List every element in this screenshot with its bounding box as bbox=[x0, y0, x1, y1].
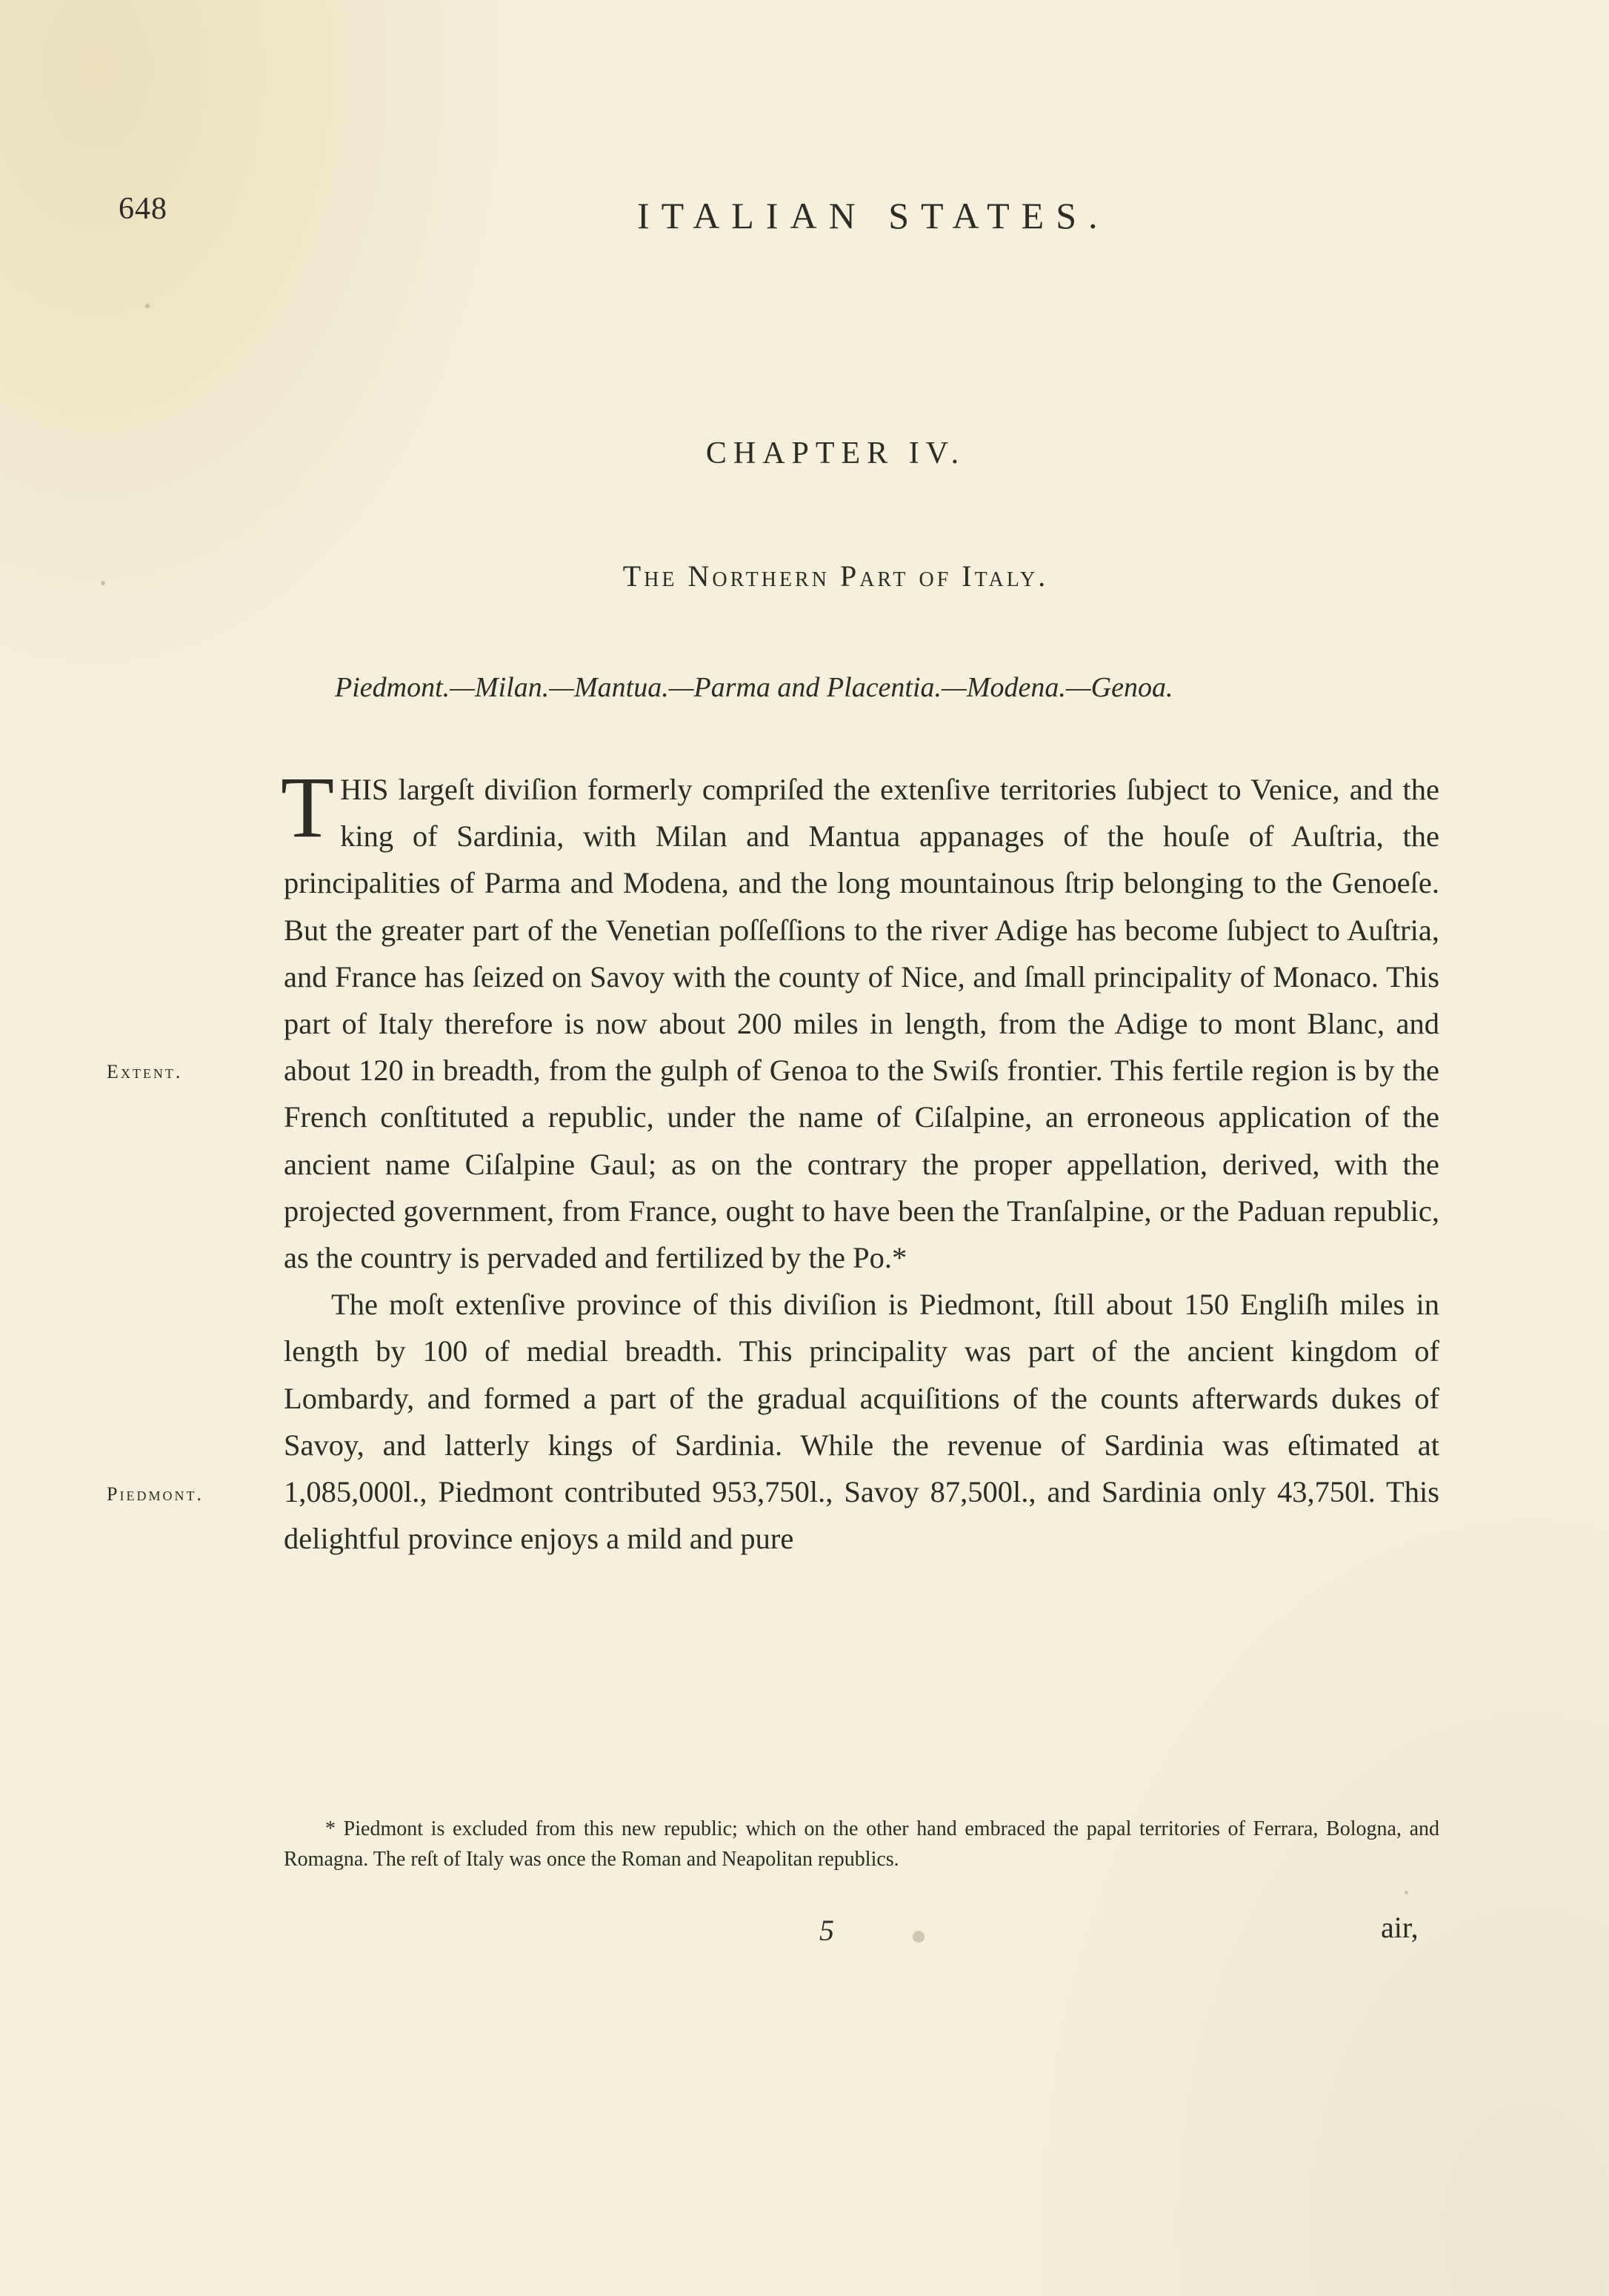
drop-cap: T bbox=[281, 759, 335, 856]
ink-speck bbox=[145, 304, 150, 308]
paragraph-1 bbox=[281, 759, 1439, 1281]
margin-note-extent: Extent. bbox=[107, 1061, 183, 1082]
running-head: ITALIAN STATES. bbox=[637, 195, 1110, 236]
page-number: 648 bbox=[119, 192, 167, 226]
ink-speck bbox=[101, 581, 105, 585]
signature-mark: 5 bbox=[819, 1914, 834, 1947]
ink-speck bbox=[913, 1931, 925, 1943]
footnote: * Piedmont is excluded from this new republic; which on the other hand embraced the papal territories of Ferrara, Bologna, and Romagna. The reſt of Italy was once the Roman and Neapolitan republics. bbox=[284, 1817, 1439, 1871]
paragraph-2: The moſt extenſive province of this diviſion is Piedmont, ſtill about 150 Engliſh miles in length by 100 of medial breadth. This principality was part of the ancient kingdom of Lombardy, and formed a part of the gradual acquiſitions of the counts afterwards dukes of Savoy, and latterly kings of Sardinia. While the revenue of Sardinia was eſtimated at 1,085,000l., Piedmont contributed 953,750l., Savoy 87,500l., and Sardinia only 43,750l. This delightful province enjoys a mild and pure bbox=[284, 1288, 1439, 1556]
chapter-subtitle: The Northern Part of Italy. bbox=[622, 559, 1049, 593]
body-text bbox=[281, 759, 1439, 1562]
ink-speck bbox=[1405, 1891, 1408, 1894]
paragraph-1-text: HIS largeſt diviſion formerly compriſed the extenſive territories ſubject to Venice, and the king of Sardinia, with Milan and Mantua appanages of the houſe of Auſtria, the principalities of Parma and Modena, and the long mountainous ſtrip belonging to the Genoeſe. But the greater part of the Venetian poſſeſſions to the river Adige has become ſubject to Auſtria, and France has ſeized on Savoy with the county of Nice, and ſmall principality of Monaco. This part of Italy therefore is now about 200 miles in length, from the Adige to mont Blanc, and about 120 in breadth, from the gulph of Genoa to the Swiſs frontier. This fertile region is by the French conſtituted a republic, under the name of Ciſalpine, an erroneous application of the ancient name Ciſalpine Gaul; as on the contrary the proper appellation, derived, with the projected government, from France, ought to have been the Tranſalpine, or the Paduan republic, as the country is pervaded and fertilized by the Po.* bbox=[284, 773, 1439, 1275]
margin-note-piedmont: Piedmont. bbox=[107, 1483, 204, 1505]
chapter-title: CHAPTER IV. bbox=[705, 436, 966, 470]
chapter-contents: Piedmont.—Milan.—Mantua.—Parma and Placentia.—Modena.—Genoa. bbox=[335, 672, 1173, 703]
catchword: air, bbox=[1381, 1911, 1419, 1944]
